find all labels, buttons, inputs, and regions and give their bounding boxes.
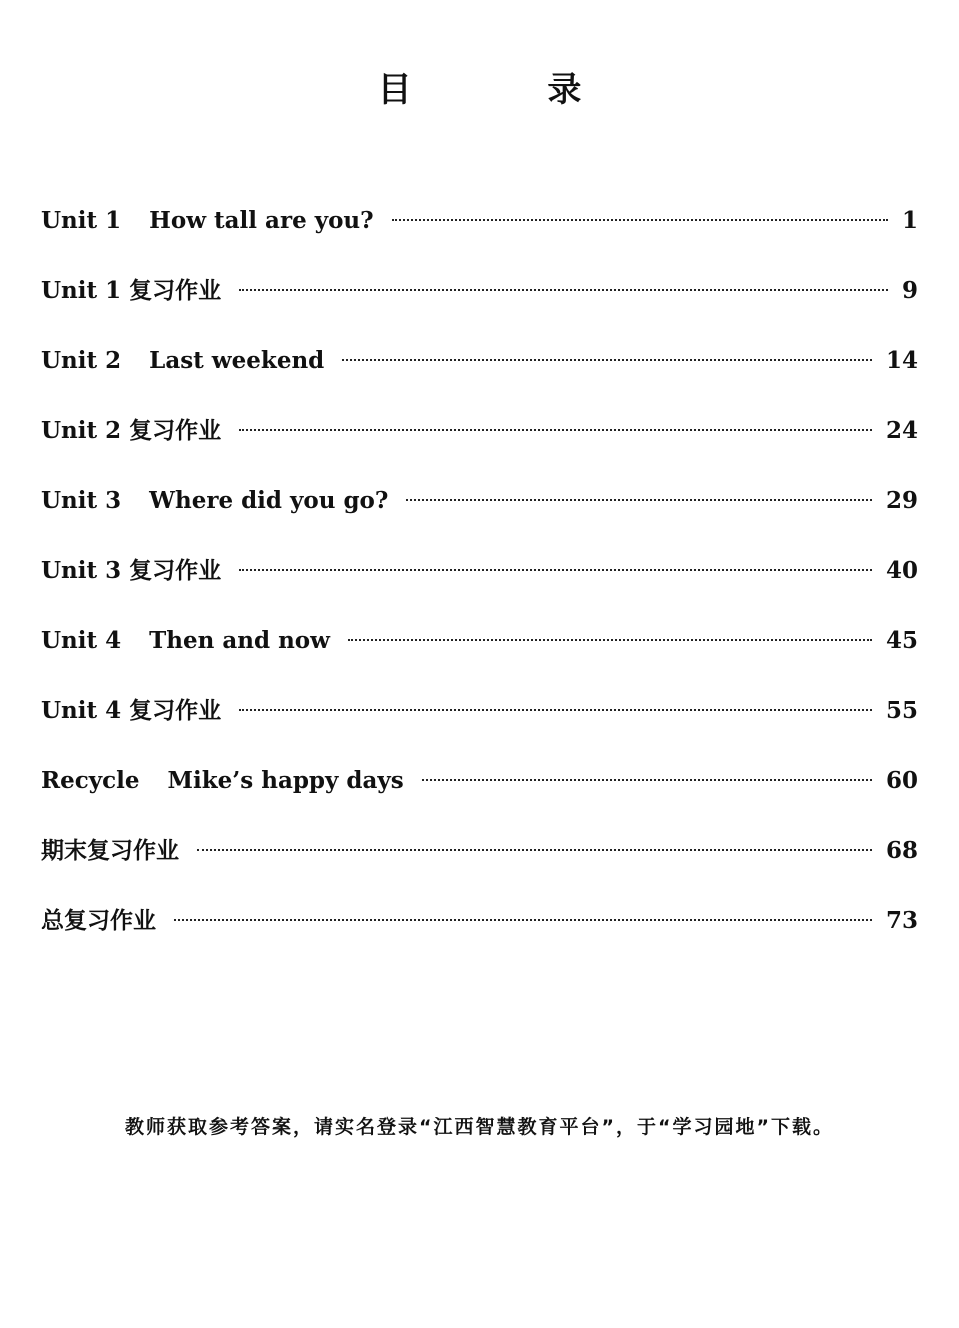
toc-entry-label <box>41 256 221 326</box>
toc-page-number: 9 <box>901 277 918 304</box>
dot-leader <box>239 429 872 431</box>
toc-entry-recycle[interactable] <box>41 746 918 816</box>
toc-title: Then and now <box>149 627 330 654</box>
footer-note: 教师获取参考答案，请实名登录“江西智慧教育平台”，于“学习园地”下载。 <box>125 1116 834 1138</box>
toc-entry-label <box>41 536 221 606</box>
toc-title: 期末复习作业 <box>41 837 179 864</box>
dot-leader <box>406 499 872 501</box>
toc-entry-unit3-review[interactable] <box>41 536 918 606</box>
toc-unit-label: Recycle <box>41 767 140 794</box>
toc-entry-label <box>41 816 179 886</box>
toc-entry-general-review[interactable] <box>41 886 918 956</box>
toc-title: How tall are you? <box>149 207 374 234</box>
dot-leader <box>422 779 872 781</box>
toc-title: 复习作业 <box>129 557 222 584</box>
toc-unit-label: Unit 2 <box>41 417 122 444</box>
toc-entry-label <box>41 886 156 956</box>
toc-unit-label: Unit 2 <box>41 347 122 374</box>
toc-page-number: 55 <box>885 697 918 724</box>
toc-page-number: 68 <box>885 837 918 864</box>
toc-entry-final-review[interactable] <box>41 816 918 886</box>
toc-title: 复习作业 <box>129 417 222 444</box>
toc-title: Last weekend <box>149 347 325 374</box>
toc-entry-label <box>41 186 374 256</box>
toc-entry-unit1[interactable] <box>41 186 918 256</box>
page-title: 目 录 <box>377 70 644 110</box>
toc-entry-unit2[interactable] <box>41 326 918 396</box>
toc-entry-unit4-review[interactable] <box>41 676 918 746</box>
toc-page-number: 60 <box>885 767 918 794</box>
toc-unit-label: Unit 4 <box>41 697 122 724</box>
toc-title: 复习作业 <box>129 277 222 304</box>
toc-unit-label: Unit 3 <box>41 487 122 514</box>
dot-leader <box>174 919 872 921</box>
table-of-contents <box>41 186 918 956</box>
toc-title: 复习作业 <box>129 697 222 724</box>
toc-page-number: 45 <box>885 627 918 654</box>
toc-unit-label: Unit 4 <box>41 627 122 654</box>
toc-title: Mike’s happy days <box>167 767 404 794</box>
toc-unit-label: Unit 1 <box>41 277 122 304</box>
dot-leader <box>239 569 872 571</box>
toc-entry-unit3[interactable] <box>41 466 918 536</box>
toc-entry-label <box>41 326 324 396</box>
toc-entry-label <box>41 466 388 536</box>
toc-page-number: 73 <box>885 907 918 934</box>
dot-leader <box>239 289 888 291</box>
toc-title: Where did you go? <box>149 487 389 514</box>
toc-entry-label <box>41 606 330 676</box>
toc-page-number: 40 <box>885 557 918 584</box>
toc-title: 总复习作业 <box>41 907 156 934</box>
dot-leader <box>348 639 872 641</box>
toc-page-number: 24 <box>885 417 918 444</box>
toc-page-number: 14 <box>885 347 918 374</box>
toc-unit-label: Unit 3 <box>41 557 122 584</box>
toc-page-number: 29 <box>885 487 918 514</box>
toc-page-number: 1 <box>901 207 918 234</box>
dot-leader <box>239 709 872 711</box>
toc-entry-label <box>41 746 404 816</box>
dot-leader <box>197 849 872 851</box>
toc-entry-unit2-review[interactable] <box>41 396 918 466</box>
dot-leader <box>392 219 888 221</box>
toc-unit-label: Unit 1 <box>41 207 122 234</box>
toc-entry-label <box>41 396 221 466</box>
toc-entry-unit4[interactable] <box>41 606 918 676</box>
toc-entry-label <box>41 676 221 746</box>
toc-entry-unit1-review[interactable] <box>41 256 918 326</box>
dot-leader <box>342 359 872 361</box>
